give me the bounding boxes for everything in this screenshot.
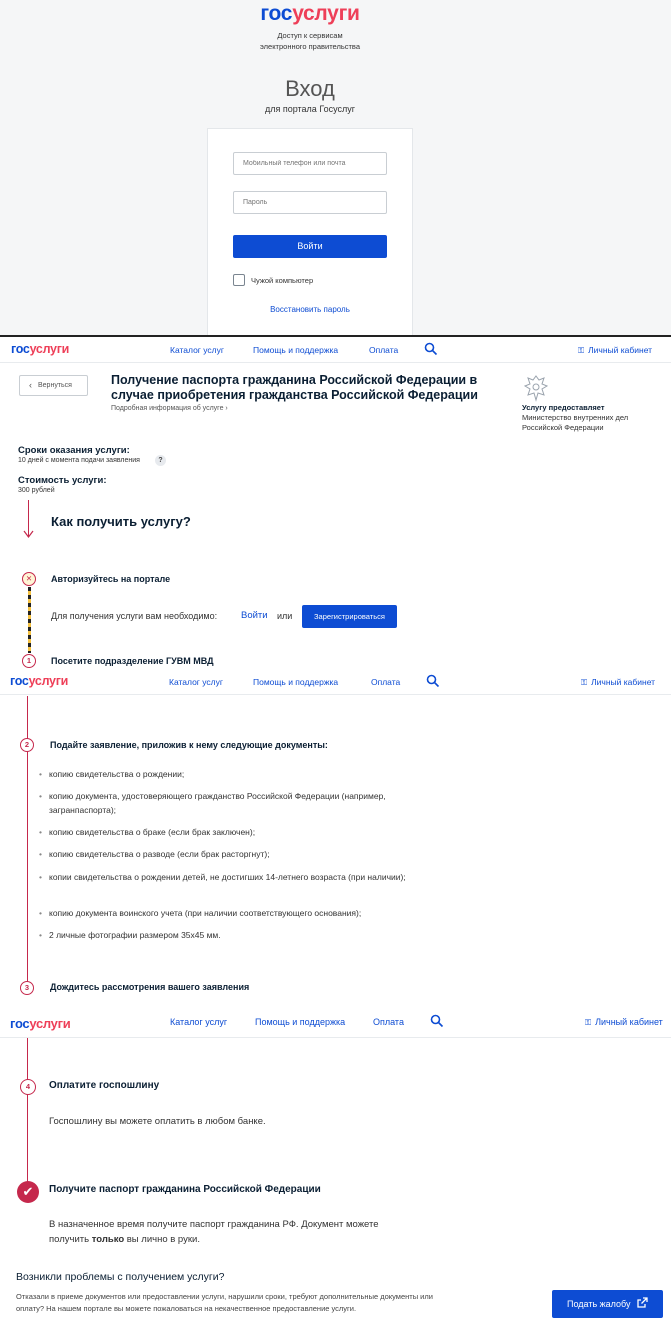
nav-payment[interactable]: Оплата (371, 677, 401, 687)
cabinet-link[interactable]: ⚿ Личный кабинет (578, 345, 653, 355)
key-icon: ⚿ (578, 346, 585, 355)
step-2-circle: 2 (20, 738, 34, 752)
restore-password-link[interactable]: Восстановить пароль (270, 305, 350, 314)
provider-value: Министерство внутренних дел Российской Федерации (522, 413, 629, 432)
coat-of-arms-icon (523, 374, 549, 402)
login-submit-button[interactable]: Войти (233, 235, 387, 258)
search-icon[interactable] (430, 1014, 444, 1028)
step-auth-title: Авторизуйтесь на портале (51, 574, 171, 584)
step-2-title: Подайте заявление, приложив к нему следующие документы: (50, 740, 328, 750)
logo-subtitle: Доступ к сервисам электронного правительства (259, 31, 361, 51)
password-input[interactable] (233, 191, 387, 214)
nav-payment[interactable]: Оплата (373, 1017, 404, 1027)
chevron-left-icon: ‹ (29, 380, 32, 390)
term-help-icon[interactable]: ? (155, 455, 166, 466)
step-3-title: Дождитесь рассмотрения вашего заявления (50, 982, 250, 992)
cost-heading: Стоимость услуги: (18, 475, 107, 486)
auth-need-text: Для получения услуги вам необходимо: (51, 611, 218, 621)
document-item: • копию свидетельства о разводе (если брак расторгнут); (49, 847, 409, 861)
problems-text: Отказали в приеме документов или предоставлении услуги, нарушили сроки, требуют дополнительные документы или оплату? На нашем портале вы можете пожаловаться на некачественное предоставление услуги. (16, 1292, 433, 1313)
document-item: • копию документа, удостоверяющего гражданство Российской Федерации (например, загранпаспорта); (49, 789, 409, 817)
nav-help[interactable]: Помощь и поддержка (255, 1017, 346, 1027)
external-link-icon (637, 1297, 648, 1308)
document-item: • 2 личные фотографии размером 35х45 мм. (49, 928, 409, 942)
key-icon: ⚿ (585, 1018, 592, 1027)
arrow-down-icon (23, 530, 34, 539)
document-item: • копию документа воинского учета (при наличии соответствующего основания); (49, 906, 429, 920)
nav-catalog[interactable]: Каталог услуг (170, 345, 224, 355)
nav-help[interactable]: Помощь и поддержка (253, 677, 339, 687)
problems-heading: Возникли проблемы с получением услуги? (16, 1271, 225, 1283)
complain-button[interactable]: Подать жалобу (552, 1290, 663, 1318)
document-item: • копию свидетельства о браке (если брак заключен); (49, 825, 409, 839)
header-logo[interactable]: госуслуги (11, 342, 69, 356)
checkmark-icon: ✔ (17, 1181, 39, 1203)
header-logo[interactable]: госуслуги (10, 1016, 71, 1031)
timeline-line (27, 1038, 28, 1182)
key-icon: ⚿ (581, 678, 588, 687)
site-header (0, 1008, 671, 1038)
search-icon[interactable] (426, 674, 440, 688)
nav-payment[interactable]: Оплата (369, 345, 399, 355)
nav-catalog[interactable]: Каталог услуг (169, 677, 223, 687)
final-step-title: Получите паспорт гражданина Российской Федерации (49, 1184, 321, 1195)
term-heading: Сроки оказания услуги: (18, 445, 130, 456)
foreign-computer-checkbox[interactable] (233, 274, 245, 286)
foreign-computer-label: Чужой компьютер (251, 276, 314, 285)
login-subtitle: для портала Госуслуг (264, 104, 356, 114)
step-1-circle: 1 (22, 654, 36, 668)
document-item: • копии свидетельства о рождении детей, не достигших 14-летнего возраста (при наличии); (49, 870, 409, 884)
phone-email-input[interactable] (233, 152, 387, 175)
step-3-circle: 3 (20, 981, 34, 995)
step-1-title: Посетите подразделение ГУВМ МВД (51, 656, 214, 666)
service-title: Получение паспорта гражданина Российской Федерации в случае приобретения гражданства Российской Федерации (111, 373, 478, 402)
header-logo[interactable]: госуслуги (10, 674, 68, 688)
cost-value: 300 рублей (18, 487, 55, 494)
search-icon[interactable] (424, 342, 438, 356)
document-item: • копию свидетельства о рождении; (49, 767, 409, 781)
provider-heading: Услугу предоставляет (522, 403, 605, 412)
term-value: 10 дней с момента подачи заявления (18, 457, 140, 464)
login-title: Вход (285, 76, 335, 101)
close-icon: ✕ (22, 572, 36, 586)
step-4-circle: 4 (20, 1079, 36, 1095)
service-more-link[interactable]: Подробная информация об услуге › (111, 405, 228, 412)
final-step-text: В назначенное время получите паспорт гражданина РФ. Документ можете получить только вы лично в руки. (49, 1219, 379, 1245)
auth-or-text: или (277, 611, 293, 621)
register-button[interactable]: Зарегистрироваться (302, 605, 397, 628)
timeline-dashed (28, 587, 31, 653)
gosuslugi-logo[interactable]: госуслуги (260, 2, 360, 25)
nav-catalog[interactable]: Каталог услуг (170, 1017, 228, 1027)
auth-enter-link[interactable]: Войти (241, 610, 268, 621)
step-4-title: Оплатите госпошлину (49, 1080, 160, 1091)
nav-help[interactable]: Помощь и поддержка (253, 345, 339, 355)
back-button[interactable]: ‹ Вернуться (19, 375, 88, 396)
cabinet-link[interactable]: ⚿ Личный кабинет (581, 677, 656, 687)
how-to-title: Как получить услугу? (51, 514, 191, 529)
site-header (0, 669, 671, 695)
site-header (0, 337, 671, 363)
step-4-text: Госпошлину вы можете оплатить в любом банке. (49, 1116, 266, 1127)
cabinet-link[interactable]: ⚿ Личный кабинет (585, 1017, 663, 1027)
